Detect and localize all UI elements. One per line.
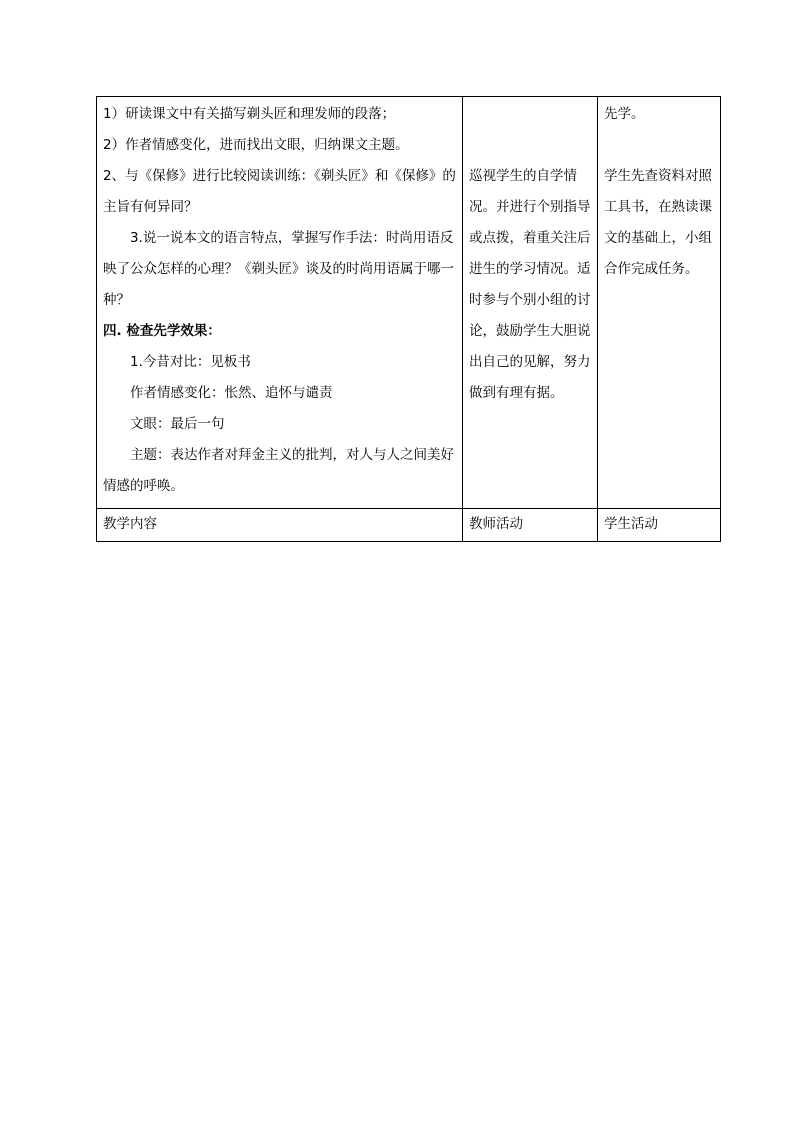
table-row xyxy=(97,97,721,509)
content-line-9: 主题：表达作者对拜金主义的批判，对人与人之间美好情感的呼唤。 xyxy=(103,447,454,494)
header-teacher: 教师活动 xyxy=(463,509,598,542)
table-row xyxy=(97,509,721,542)
content-line-3: 2、与《保修》进行比较阅读训练：《剃头匠》和《保修》的主旨有何异同？ xyxy=(103,168,456,215)
content-line-8: 文眼：最后一句 xyxy=(130,416,225,432)
header-student: 学生活动 xyxy=(598,509,721,542)
content-line-1: 1）研读课文中有关描写剃头匠和理发师的段落； xyxy=(103,106,396,122)
content-line-4: 3.说一说本文的语言特点，掌握写作手法：时尚用语反映了公众怎样的心理？《剃头匠》谈及的时尚用语属于哪一种？ xyxy=(103,230,454,308)
content-cell xyxy=(97,97,463,509)
student-cell xyxy=(598,97,721,509)
lesson-plan-table xyxy=(96,96,721,542)
header-content: 教学内容 xyxy=(97,509,463,542)
student-activity-line1: 先学。 xyxy=(604,106,645,122)
student-activity-text: 学生先查资料对照工具书，在熟读课文的基础上，小组合作完成任务。 xyxy=(604,168,712,277)
content-line-2: 2）作者情感变化，进而找出文眼，归纳课文主题。 xyxy=(103,137,409,153)
content-section-heading: 四. 检查先学效果： xyxy=(103,323,221,339)
content-line-6: 1.今昔对比：见板书 xyxy=(130,354,251,370)
spacer xyxy=(604,130,714,161)
teacher-activity-text: 巡视学生的自学情况。并进行个别指导或点拨，着重关注后进生的学习情况。适时参与个别小组的讨论，鼓励学生大胆说出自己的见解，努力做到有理有据。 xyxy=(469,168,591,401)
teacher-cell xyxy=(463,97,598,509)
content-line-7: 作者情感变化：怅然、追怀与谴责 xyxy=(130,385,333,401)
